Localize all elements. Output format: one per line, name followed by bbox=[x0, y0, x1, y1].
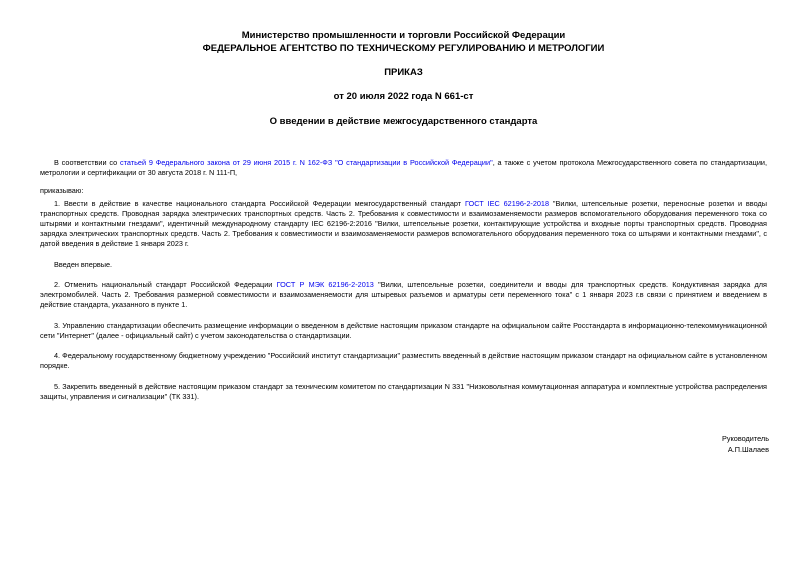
gost-iec-62196-2-2018-link[interactable]: ГОСТ IEC 62196-2-2018 bbox=[465, 199, 550, 208]
signatory-name: А.П.Шалаев bbox=[727, 445, 769, 454]
agency-title: ФЕДЕРАЛЬНОЕ АГЕНТСТВО ПО ТЕХНИЧЕСКОМУ РЕГУЛИРОВАНИЮ И МЕТРОЛОГИИ bbox=[202, 43, 605, 54]
order-item-3: 3. Управлению стандартизации обеспечить размещение информации о введенном в действие настоящим приказом стандарте на официальном сайте Росстандарта в информационно-телекоммуникационной сети "Интернет" (далее - официальный сайт) с учетом законодательства о стандартизации. bbox=[40, 321, 767, 340]
order-item-4: 4. Федеральному государственному бюджетному учреждению "Российский институт стандартизации" разместить введенный в действие настоящим приказом стандарт на официальном сайте в установленном порядке. bbox=[40, 351, 767, 370]
signatory-title: Руководитель bbox=[721, 434, 769, 443]
federal-law-link[interactable]: статьей 9 Федерального закона от 29 июня 2015 г. N 162-ФЗ "О стандартизации в Российской Федерации" bbox=[119, 158, 493, 167]
document-type: ПРИКАЗ bbox=[384, 67, 423, 78]
order-item-1: 1. Ввести в действие в качестве национального стандарта Российской Федерации межгосударственный стандарт ГОСТ IEC 62196-2-2018 "Вилки, штепсельные розетки, переносные розетки и вводы транспортных средств. Проводная зарядка электрических транспортных средств. Часть 2. Требования к совместимости и взаимозаменяемости размеров вспомогательного оборудования переменного тока со штырями и контактными гнездами", идентичный международному стандарту IEC 62196-2:2016 "Вилки, штепсельные розетки, контактирующие устройства и входные порты транспортных средств. Проводная зарядка электрических транспортных средств. Часть 2. Требования к совместимости и взаимозаменяемости размеров вспомогательного оборудования переменного тока со штырями и контактными гнездами", с датой введения в действие 1 января 2023 г. bbox=[40, 199, 767, 248]
order-item-5: 5. Закрепить введенный в действие настоящим приказом стандарт за техническим комитетом по стандартизации N 331 "Низковольтная коммутационная аппаратура и комплектные устройства распределения защиты, управления и сигнализации" (ТК 331). bbox=[40, 382, 767, 401]
intro-paragraph: В соответствии со статьей 9 Федерального закона от 29 июня 2015 г. N 162-ФЗ "О стандартизации в Российской Федерации", а также с учетом протокола Межгосударственного совета по стандартизации, метрологии и сертификации от 30 августа 2018 г. N 111-П, bbox=[40, 158, 768, 177]
document-subject: О введении в действие межгосударственного стандарта bbox=[269, 116, 538, 127]
order-item-2: 2. Отменить национальный стандарт Российской Федерации ГОСТ Р МЭК 62196-2-2013 "Вилки, штепсельные розетки, соединители и вводы для транспортных средств. Кондуктивная зарядка для электромобилей. Часть 2. Требования размерной совместимости и взаимозаменяемости для штыревых разъемов и арматуры сети переменного тока" с 1 января 2023 г.в связи с принятием и введением в действие стандарта, указанного в пункте 1. bbox=[40, 280, 767, 309]
gost-r-mek-62196-2-2013-link[interactable]: ГОСТ Р МЭК 62196-2-2013 bbox=[276, 280, 374, 289]
document-date-number: от 20 июля 2022 года N 661-ст bbox=[333, 91, 474, 102]
order-word: приказываю: bbox=[40, 186, 84, 195]
introduced-first-note: Введен впервые. bbox=[54, 260, 113, 269]
ministry-title: Министерство промышленности и торговли Российской Федерации bbox=[241, 30, 566, 41]
